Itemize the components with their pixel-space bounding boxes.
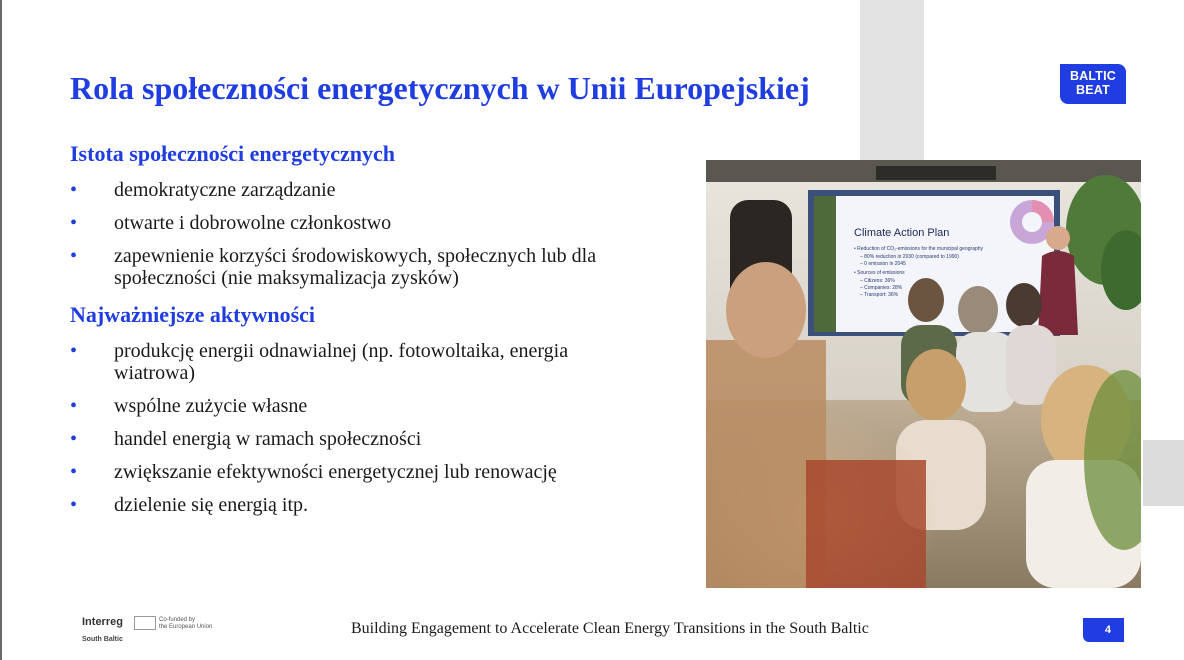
section-heading: Najważniejsze aktywności <box>70 302 316 327</box>
slide-content <box>70 140 610 516</box>
logo-line-2: BEAT <box>1076 83 1110 97</box>
screen-title: Climate Action Plan <box>854 227 950 239</box>
screen-line: • Sources of emissions <box>854 270 905 276</box>
list-item-text: demokratyczne zarządzanie <box>114 179 336 201</box>
list-item-text: produkcję energii odnawialnej (np. fotowoltaika, energia wiatrowa) <box>114 340 569 384</box>
cofunded-line-1: Co-funded by <box>159 617 196 623</box>
screen-line: – Transport: 36% <box>860 292 899 298</box>
cofunded-line-2: the European Union <box>159 624 213 630</box>
list-item-text: otwarte i dobrowolne członkostwo <box>114 212 392 234</box>
bullet-icon: • <box>70 494 78 516</box>
interreg-region: South Baltic <box>82 636 123 643</box>
bullet-list <box>70 179 610 289</box>
list-item <box>70 245 610 289</box>
list-item-text: wspólne zużycie własne <box>114 395 308 417</box>
screen-line: • Reduction of CO₂-emissions for the municipal geography <box>854 246 984 252</box>
section-heading: Istota społeczności energetycznych <box>70 141 396 166</box>
page-number: 4 <box>1083 618 1124 642</box>
list-item-text: zwiększanie efektywności energetycznej lub renowację <box>114 461 557 483</box>
decorative-grey-bar <box>860 0 924 160</box>
list-item <box>70 179 610 201</box>
eu-flag-icon <box>134 616 156 630</box>
section-activities <box>70 301 610 516</box>
list-item <box>70 395 610 417</box>
bullet-icon: • <box>70 395 78 417</box>
conference-photo-illustration <box>706 160 1141 588</box>
list-item-text: handel energią w ramach społeczności <box>114 428 422 450</box>
list-item <box>70 212 610 234</box>
list-item <box>70 428 610 450</box>
footer-text: Building Engagement to Accelerate Clean Energy Transitions in the South Baltic <box>351 620 869 637</box>
interreg-name: Interreg <box>82 616 123 628</box>
list-item-text: dzielenie się energią itp. <box>114 494 308 516</box>
bullet-icon: • <box>70 428 78 450</box>
bullet-list <box>70 340 610 516</box>
list-item-text: zapewnienie korzyści środowiskowych, społecznych lub dla społeczności (nie maksymalizacja zysków) <box>114 245 597 289</box>
screen-line: – Companies: 28% <box>860 285 903 291</box>
list-item <box>70 494 610 516</box>
slide-left-border <box>0 0 2 660</box>
section-essence <box>70 140 610 289</box>
screen-line: – Citizens: 36% <box>860 278 895 284</box>
screen-line: – 80% reduction in 2030 (compared to 1990) <box>860 254 959 260</box>
list-item <box>70 461 610 483</box>
bullet-icon: • <box>70 179 78 201</box>
bullet-icon: • <box>70 461 78 483</box>
logo-line-1: BALTIC <box>1069 69 1117 83</box>
list-item <box>70 340 610 384</box>
presenter <box>1046 226 1070 250</box>
decorative-grey-block <box>1143 440 1184 506</box>
bullet-icon: • <box>70 212 78 234</box>
bullet-icon: • <box>70 245 78 267</box>
bullet-icon: • <box>70 340 78 362</box>
slide-title: Rola społeczności energetycznych w Unii Europejskiej <box>70 70 810 106</box>
cofunded-text <box>159 617 212 631</box>
screen-line: – 0 emission in 2045 <box>860 261 906 267</box>
conference-photo <box>706 160 1141 588</box>
baltic-beat-logo <box>1060 64 1126 104</box>
